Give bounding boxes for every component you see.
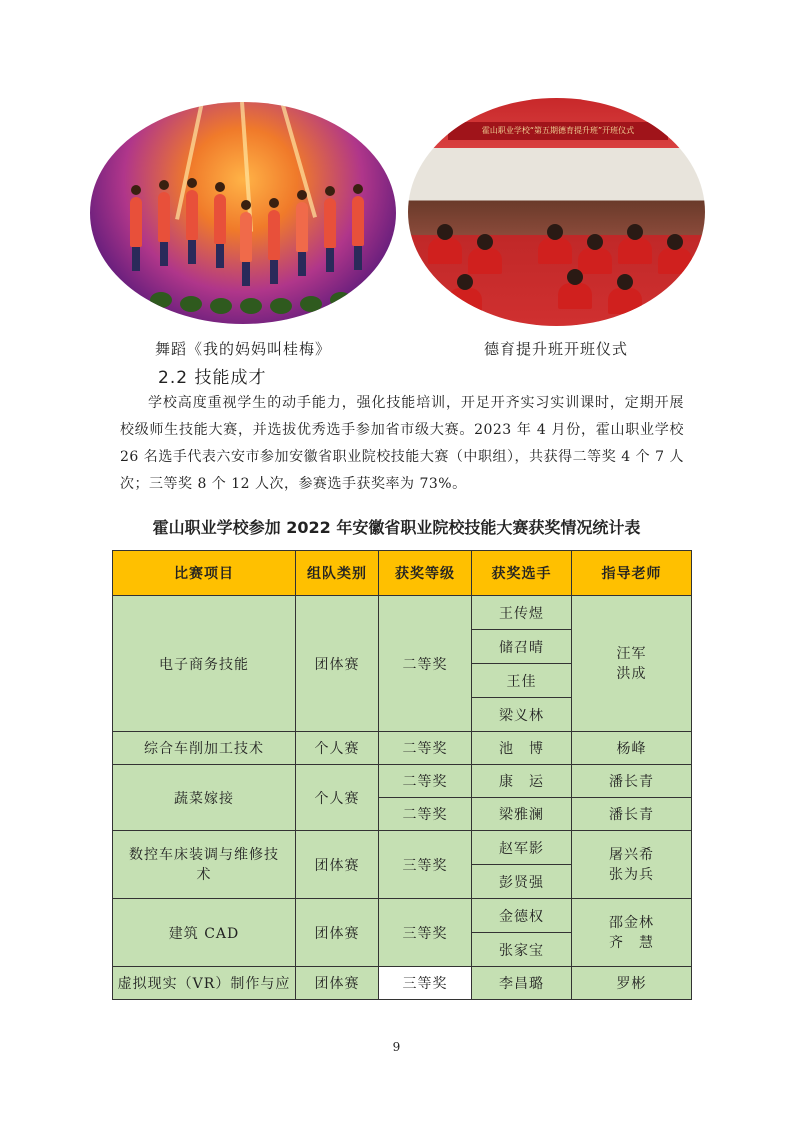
project-cell: 数控车床装调与维修技术 bbox=[113, 831, 296, 899]
award-level-cell: 二等奖 bbox=[379, 765, 472, 798]
teacher-cell: 潘长青 bbox=[572, 798, 692, 831]
team-type-cell: 团体赛 bbox=[296, 596, 379, 732]
student-cell: 王传煜 bbox=[472, 596, 572, 630]
award-level-cell: 三等奖 bbox=[379, 967, 472, 1000]
section-heading: 2.2 技能成才 bbox=[158, 368, 267, 388]
student-cell: 池 博 bbox=[472, 732, 572, 765]
student-cell: 李昌璐 bbox=[472, 967, 572, 1000]
teacher-cell: 罗彬 bbox=[572, 967, 692, 1000]
table-row bbox=[113, 732, 692, 765]
student-cell: 梁雅澜 bbox=[472, 798, 572, 831]
ceremony-photo-caption: 德育提升班开班仪式 bbox=[484, 340, 629, 358]
ceremony-banner: 霍山职业学校“第五期德育提升班”开班仪式 bbox=[448, 122, 668, 140]
table-row bbox=[113, 831, 692, 865]
award-level-cell: 三等奖 bbox=[379, 899, 472, 967]
student-cell: 康 运 bbox=[472, 765, 572, 798]
student-cell: 储召晴 bbox=[472, 630, 572, 664]
team-type-cell: 个人赛 bbox=[296, 765, 379, 831]
project-cell: 综合车削加工技术 bbox=[113, 732, 296, 765]
award-level-cell: 二等奖 bbox=[379, 798, 472, 831]
header-students: 获奖选手 bbox=[472, 551, 572, 596]
student-cell: 彭贤强 bbox=[472, 865, 572, 899]
team-type-cell: 个人赛 bbox=[296, 732, 379, 765]
section-body: 学校高度重视学生的动手能力，强化技能培训，开足开齐实习实训课时，定期开展校级师生技能大赛，并选拔优秀选手参加省市级大赛。2023 年 4 月份，霍山职业学校 26 名选手代表六安市参加安徽省职业院校技能大赛（中职组），共获得二等奖 4 个 7 人次；三等奖 8 个 12 人次，参赛选手获奖率为 73%。 bbox=[120, 395, 684, 492]
team-type-cell: 团体赛 bbox=[296, 831, 379, 899]
table-header-row bbox=[113, 551, 692, 596]
student-cell: 金德权 bbox=[472, 899, 572, 933]
team-type-cell: 团体赛 bbox=[296, 967, 379, 1000]
header-team-type: 组队类别 bbox=[296, 551, 379, 596]
table-title: 霍山职业学校参加 2022 年安徽省职业院校技能大赛获奖情况统计表 bbox=[152, 518, 641, 537]
project-cell: 建筑 CAD bbox=[113, 899, 296, 967]
student-cell: 张家宝 bbox=[472, 933, 572, 967]
ceremony-photo bbox=[408, 98, 705, 326]
teacher-cell: 杨峰 bbox=[572, 732, 692, 765]
student-cell: 赵军影 bbox=[472, 831, 572, 865]
student-cell: 梁义林 bbox=[472, 698, 572, 732]
table-row bbox=[113, 899, 692, 933]
project-cell: 虚拟现实（VR）制作与应 bbox=[113, 967, 296, 1000]
table-row bbox=[113, 596, 692, 630]
student-cell: 王佳 bbox=[472, 664, 572, 698]
header-teachers: 指导老师 bbox=[572, 551, 692, 596]
award-level-cell: 三等奖 bbox=[379, 831, 472, 899]
award-level-cell: 二等奖 bbox=[379, 596, 472, 732]
header-project: 比赛项目 bbox=[113, 551, 296, 596]
project-cell: 蔬菜嫁接 bbox=[113, 765, 296, 831]
teacher-cell: 潘长青 bbox=[572, 765, 692, 798]
teacher-cell: 汪军 洪成 bbox=[572, 596, 692, 732]
page-number: 9 bbox=[392, 1040, 401, 1054]
header-award-level: 获奖等级 bbox=[379, 551, 472, 596]
table-row bbox=[113, 967, 692, 1000]
table-row bbox=[113, 765, 692, 798]
dance-photo bbox=[90, 102, 396, 324]
teacher-cell: 屠兴希 张为兵 bbox=[572, 831, 692, 899]
dance-photo-caption: 舞蹈《我的妈妈叫桂梅》 bbox=[155, 340, 332, 358]
awards-table bbox=[112, 550, 692, 1000]
project-cell: 电子商务技能 bbox=[113, 596, 296, 732]
team-type-cell: 团体赛 bbox=[296, 899, 379, 967]
teacher-cell: 邵金林 齐 慧 bbox=[572, 899, 692, 967]
award-level-cell: 二等奖 bbox=[379, 732, 472, 765]
